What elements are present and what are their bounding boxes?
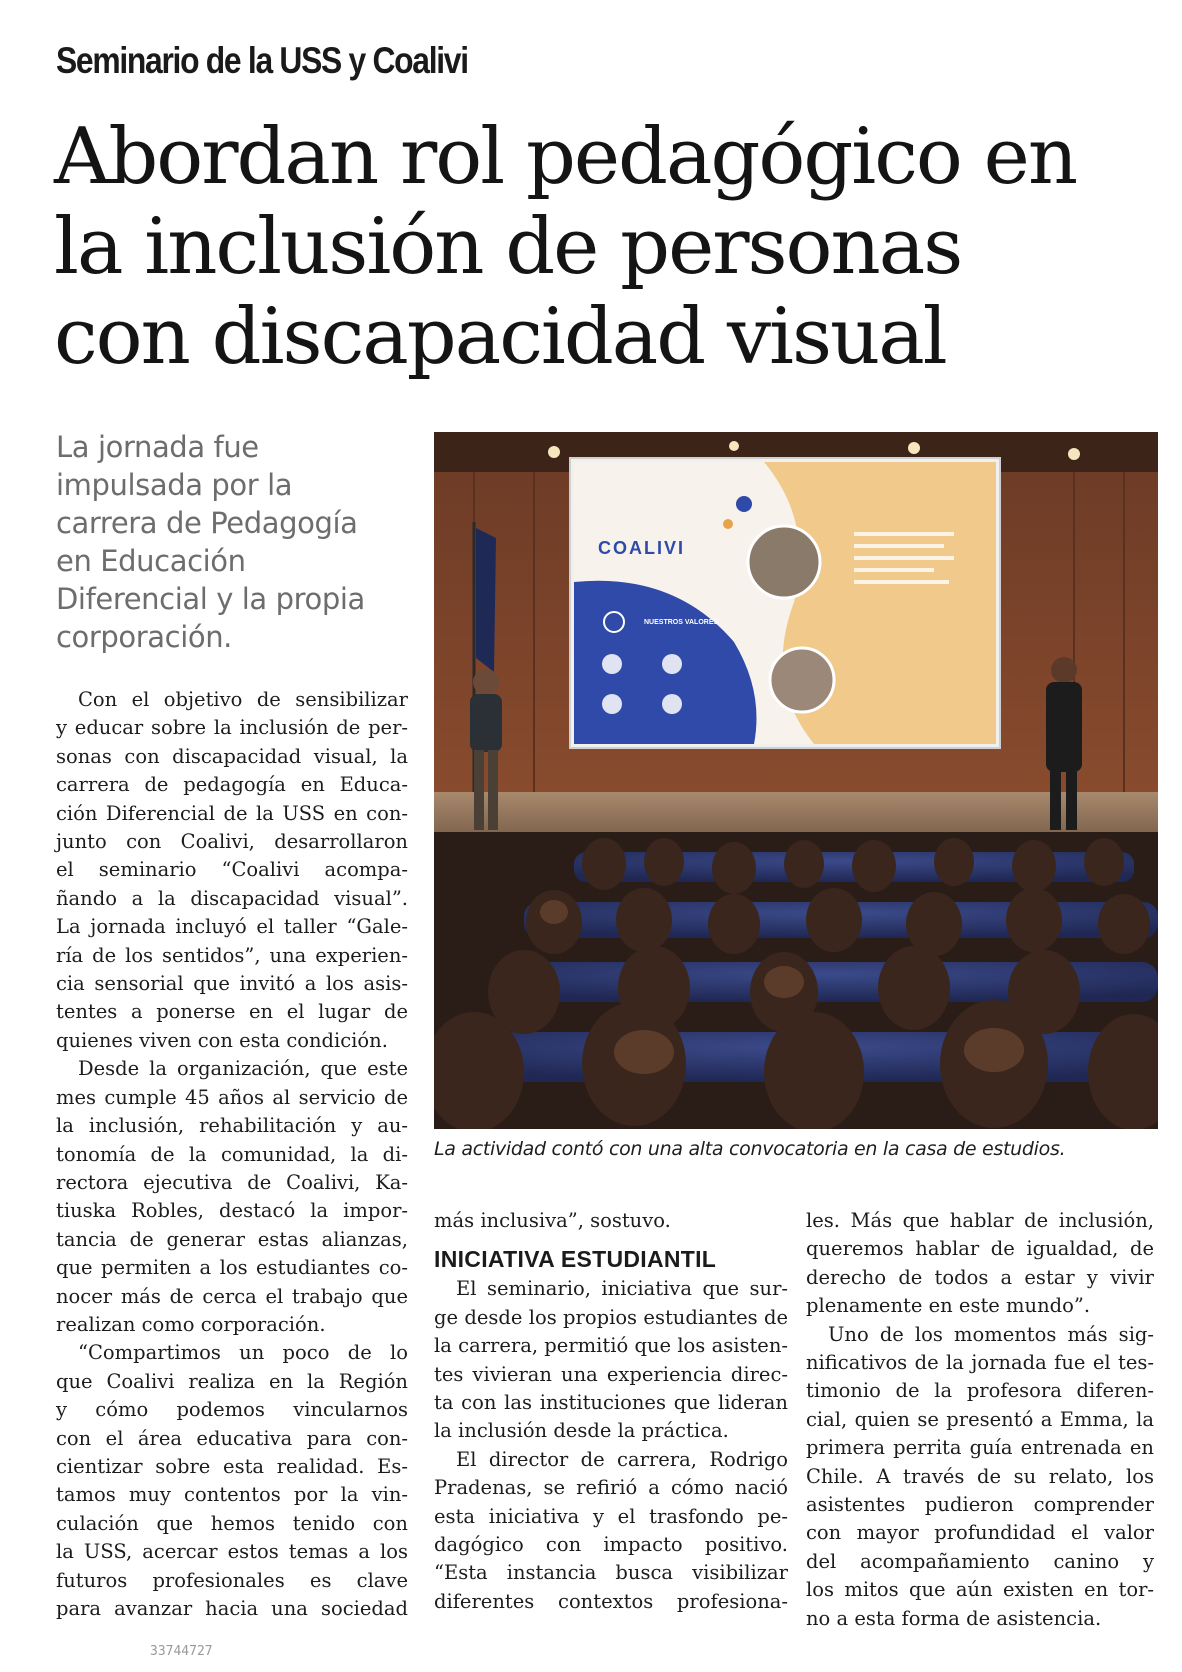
body-line: nocer más de cerca el trabajo que (56, 1284, 408, 1308)
body-line: plenamente en este mundo”. (806, 1294, 1091, 1318)
body-line: y educar sobre la inclusión de per- (56, 716, 408, 740)
body-line: Chile. A través de su relato, los (806, 1464, 1154, 1488)
body-line: cial, quien se presentó a Emma, la (806, 1407, 1154, 1431)
body-line: más inclusiva”, sostuvo. (434, 1209, 671, 1232)
body-line: ge desde los propios estudiantes de (434, 1305, 788, 1329)
body-line: con el área educativa para con- (56, 1426, 408, 1450)
body-line: Desde la organización, que este (78, 1057, 408, 1081)
article-deck (56, 428, 406, 656)
body-line: el seminario “Coalivi acompa- (56, 858, 408, 882)
body-line: Con el objetivo de sensibilizar (78, 688, 408, 711)
body-line: y cómo podemos vincularnos (56, 1398, 408, 1422)
headline-line-2: la inclusión de personas (54, 202, 962, 292)
body-column-3 (806, 1207, 1154, 1633)
body-line: Uno de los momentos más sig- (828, 1322, 1154, 1346)
body-line: La jornada incluyó el taller “Gale- (56, 915, 408, 939)
body-line: quienes viven con esta condición. (56, 1028, 388, 1052)
auditorium-photo-illustration (434, 432, 1158, 1129)
body-line: rectora ejecutiva de Coalivi, Ka- (56, 1170, 408, 1194)
body-line: El director de carrera, Rodrigo (456, 1447, 788, 1471)
body-line: les. Más que hablar de inclusión, (806, 1209, 1154, 1232)
body-line: tiuska Robles, destacó la impor- (56, 1199, 408, 1223)
body-line: ción Diferencial de la USS en con- (56, 801, 408, 825)
body-line: tentes a ponerse en el lugar de (56, 1000, 408, 1024)
headline (54, 112, 1154, 382)
headline-line-1: Abordan rol pedagógico en (54, 112, 1077, 202)
body-line: la USS, acercar estos temas a los (56, 1540, 408, 1564)
body-line: El seminario, iniciativa que sur- (456, 1277, 788, 1301)
body-line: realizan como corporación. (56, 1312, 326, 1336)
deck-line: La jornada fue (56, 430, 259, 464)
body-line: asistentes pudieron comprender (806, 1493, 1154, 1517)
body-line: tonomía de la comunidad, la di- (56, 1142, 408, 1166)
body-line: cia sensorial que invitó a los asis- (56, 972, 408, 996)
slide-logo-text: COALIVI (598, 538, 686, 558)
body-line: junto con Coalivi, desarrollaron (56, 830, 408, 854)
body-line: Pradenas, se refirió a cómo nació (434, 1476, 788, 1500)
body-line: ta con las instituciones que lideran (434, 1391, 788, 1415)
body-line: cientizar sobre esta realidad. Es- (56, 1454, 408, 1478)
body-line: con mayor profundidad el valor (806, 1521, 1154, 1545)
scan-watermark: 33744727 (150, 1644, 213, 1659)
body-line: carrera de pedagogía en Educa- (56, 773, 408, 797)
deck-line: corporación. (56, 620, 232, 654)
deck-line: impulsada por la (56, 468, 293, 502)
deck-line: en Educación (56, 544, 246, 578)
body-line: culación que hemos tenido con (56, 1511, 408, 1535)
body-line: esta iniciativa y el trasfondo pe- (434, 1504, 788, 1528)
body-line: queremos hablar de igualdad, de (806, 1237, 1154, 1261)
section-subhead: INICIATIVA ESTUDIANTIL (434, 1246, 717, 1273)
section-kicker: Seminario de la USS y Coalivi (56, 40, 468, 81)
body-column-1 (56, 686, 408, 1623)
body-line: nificativos de la jornada fue el tes- (806, 1351, 1154, 1375)
body-line: los mitos que aún existen en tor- (806, 1578, 1154, 1602)
slide-values-text: NUESTROS VALORES (644, 619, 719, 626)
body-line: futuros profesionales es clave (56, 1568, 408, 1592)
body-line: tes vivieran una experiencia direc- (434, 1362, 788, 1386)
body-line: mes cumple 45 años al servicio de (56, 1085, 408, 1109)
article-photo (434, 432, 1158, 1129)
body-line: tamos muy contentos por la vin- (56, 1483, 408, 1507)
body-line: dagógico con impacto positivo. (434, 1533, 788, 1557)
body-line: “Compartimos un poco de lo (78, 1341, 408, 1365)
body-line: del acompañamiento canino y (806, 1549, 1154, 1573)
body-line: que permiten a los estudiantes co- (56, 1256, 408, 1280)
body-line: la inclusión desde la práctica. (434, 1419, 729, 1443)
body-line: diferentes contextos profesiona- (434, 1589, 788, 1613)
body-line: sonas con discapacidad visual, la (56, 744, 408, 768)
body-line: la carrera, permitió que los asisten- (434, 1334, 788, 1358)
body-line: derecho de todos a estar y vivir (806, 1265, 1154, 1289)
body-line: la inclusión, rehabilitación y au- (56, 1114, 408, 1138)
body-line: primera perrita guía entrenada en (806, 1436, 1154, 1460)
body-line: que Coalivi realiza en la Región (56, 1369, 408, 1393)
body-column-2 (434, 1207, 788, 1616)
body-line: para avanzar hacia una sociedad (56, 1597, 408, 1620)
deck-line: Diferencial y la propia (56, 582, 365, 616)
photo-caption: La actividad contó con una alta convocatoria en la casa de estudios. (434, 1138, 1066, 1160)
headline-line-3: con discapacidad visual (54, 292, 946, 382)
deck-line: carrera de Pedagogía (56, 506, 358, 540)
body-line: ñando a la discapacidad visual”. (56, 886, 408, 910)
body-line: no a esta forma de asistencia. (806, 1606, 1102, 1630)
audience-seats (434, 832, 1158, 1129)
body-line: tancia de generar estas alianzas, (56, 1227, 408, 1251)
body-line: ría de los sentidos”, una experien- (56, 943, 408, 967)
body-line: “Esta instancia busca visibilizar (434, 1561, 788, 1585)
body-line: timonio de la profesora diferen- (806, 1379, 1154, 1403)
